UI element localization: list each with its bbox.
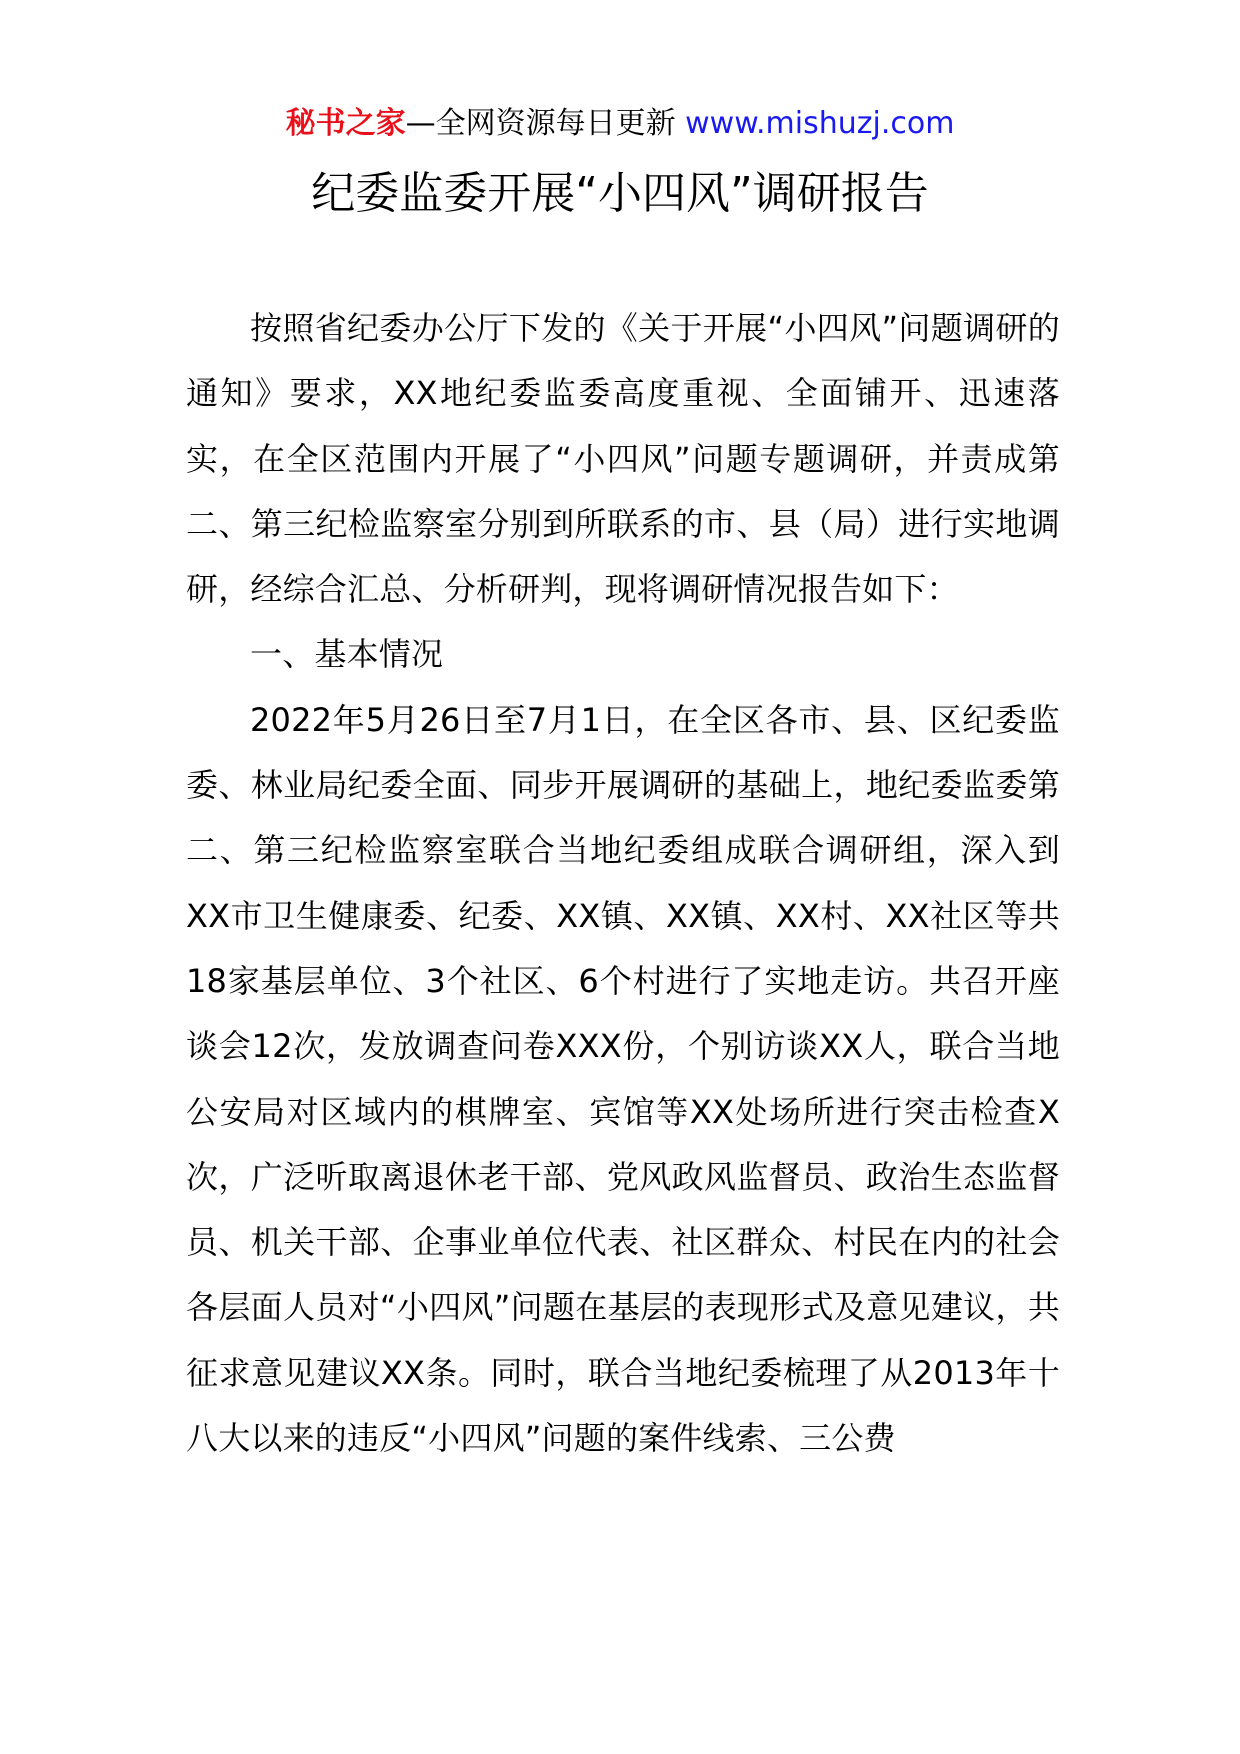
paragraph-basic-situation: 2022年5月26日至7月1日，在全区各市、县、区纪委监委、林业局纪委全面、同步开展调研的基础上，地纪委监委第二、第三纪检监察室联合当地纪委组成联合调研组，深入到XX市卫生健康委、纪委、XX镇、XX镇、XX村、XX社区等共18家基层单位、3个社区、6个村进行了实地走访。共召开座谈会12次，发放调查问卷XXX份，个别访谈XX人，联合当地公安局对区域内的棋牌室、宾馆等XX处场所进行突击检查X次，广泛听取离退休老干部、党风政风监督员、政治生态监督员、机关干部、企事业单位代表、社区群众、村民在内的社会各层面人员对“小四风”问题在基层的表现形式及意见建议，共征求意见建议XX条。同时，联合当地纪委梳理了从2013年十八大以来的违反“小四风”问题的案件线索、三公费 — [186, 700, 1060, 1458]
site-tagline: —全网资源每日更新 — [405, 106, 686, 141]
section-heading-basic-situation: 一、基本情况 — [250, 635, 444, 674]
site-url[interactable]: www.mishuzj.com — [685, 106, 955, 141]
site-banner — [0, 104, 1240, 144]
document-title: 纪委监委开展“小四风”调研报告 — [311, 168, 929, 219]
paragraph-intro: 按照省纪委办公厅下发的《关于开展“小四风”问题调研的通知》要求，XX地纪委监委高度重视、全面铺开、迅速落实，在全区范围内开展了“小四风”问题专题调研，并责成第二、第三纪检监察室分别到所联系的市、县（局）进行实地调研，经综合汇总、分析研判，现将调研情况报告如下： — [186, 309, 1060, 609]
document-body — [186, 296, 1060, 1471]
site-brand: 秘书之家 — [285, 106, 406, 141]
